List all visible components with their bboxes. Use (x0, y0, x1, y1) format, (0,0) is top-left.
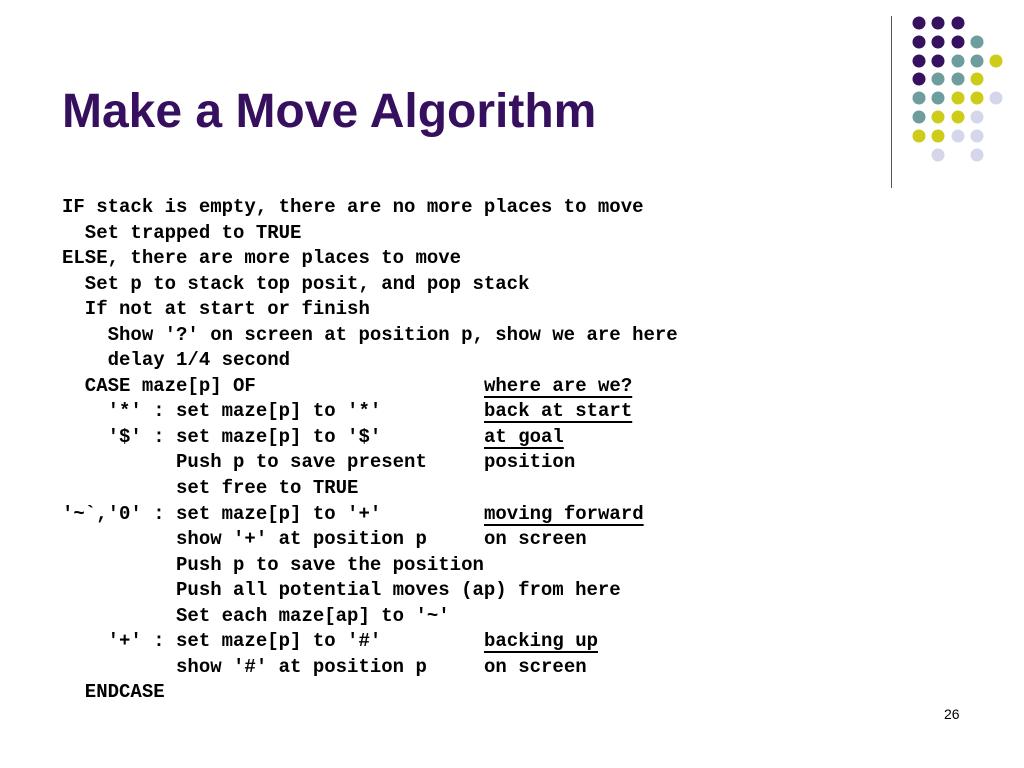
code-text: '*' : set maze[p] to '*' (62, 400, 382, 423)
code-line (62, 272, 678, 298)
code-line (62, 246, 678, 272)
page-number: 26 (944, 706, 960, 722)
code-text: show '+' at position p (62, 528, 427, 551)
code-text: ELSE, there are more places to move (62, 247, 462, 270)
decorative-dot (951, 92, 964, 105)
code-line (62, 553, 678, 579)
code-text: Set trapped to TRUE (62, 221, 302, 244)
decorative-dot (970, 73, 983, 86)
code-text: Push p to save the position (62, 553, 484, 576)
decorative-dot (932, 54, 945, 67)
code-comment: backing up (484, 630, 599, 653)
code-line (62, 348, 678, 374)
code-text: Set p to stack top posit, and pop stack (62, 272, 530, 295)
code-text: Set each maze[ap] to '~' (62, 604, 450, 627)
vertical-divider (891, 16, 892, 188)
code-line (62, 195, 678, 221)
code-line (62, 502, 678, 528)
code-text: IF stack is empty, there are no more places to move (62, 196, 644, 218)
decorative-dot (913, 111, 926, 124)
decorative-dot (970, 35, 983, 48)
code-line (62, 374, 678, 400)
decorative-dot (932, 92, 945, 105)
decorative-dot (913, 35, 926, 48)
code-text: '~`,'0' : set maze[p] to '+' (62, 502, 382, 525)
code-comment: back at start (484, 400, 633, 423)
code-line (62, 604, 678, 630)
decorative-dot (951, 54, 964, 67)
code-text: delay 1/4 second (62, 349, 291, 372)
code-line (62, 323, 678, 349)
code-text: Push all potential moves (ap) from here (62, 579, 621, 602)
code-line (62, 221, 678, 247)
decorative-dot (951, 73, 964, 86)
decorative-dot (932, 111, 945, 124)
decorative-dot (913, 73, 926, 86)
code-comment: on screen (484, 528, 587, 551)
code-line (62, 655, 678, 681)
code-comment: at goal (484, 425, 564, 448)
code-text: show '#' at position p (62, 655, 427, 678)
decorative-dot (970, 129, 983, 142)
code-line (62, 629, 678, 655)
code-text: Push p to save present (62, 451, 427, 474)
decorative-dot (932, 17, 945, 30)
code-text: CASE maze[p] OF (62, 374, 256, 397)
decorative-dot (932, 129, 945, 142)
decorative-dot (990, 92, 1003, 105)
code-comment: moving forward (484, 502, 644, 525)
code-line (62, 578, 678, 604)
decorative-dot (970, 148, 983, 161)
slide-title: Make a Move Algorithm (62, 85, 597, 138)
decorative-dot (932, 73, 945, 86)
decorative-dot (951, 111, 964, 124)
decorative-dot (970, 111, 983, 124)
code-text: '$' : set maze[p] to '$' (62, 425, 382, 448)
code-comment: position (484, 451, 576, 474)
decorative-dot (913, 54, 926, 67)
code-line (62, 450, 678, 476)
code-line (62, 399, 678, 425)
decorative-dot (990, 54, 1003, 67)
code-text: '+' : set maze[p] to '#' (62, 630, 382, 653)
decorative-dot (951, 35, 964, 48)
code-comment: where are we? (484, 374, 633, 397)
code-text: Show '?' on screen at position p, show we are here (62, 323, 678, 346)
code-line (62, 297, 678, 323)
code-text: If not at start or finish (62, 298, 370, 321)
decorative-dot (932, 148, 945, 161)
code-comment: on screen (484, 655, 587, 678)
code-line (62, 527, 678, 553)
decorative-dot (913, 17, 926, 30)
decorative-dot (913, 129, 926, 142)
pseudocode-block (62, 195, 678, 706)
decorative-dot (970, 54, 983, 67)
decorative-dot (913, 92, 926, 105)
code-line (62, 425, 678, 451)
code-line (62, 680, 678, 706)
code-text: ENDCASE (62, 681, 165, 704)
code-text: set free to TRUE (62, 477, 359, 500)
code-line (62, 476, 678, 502)
decorative-dot (951, 129, 964, 142)
decorative-dot (932, 35, 945, 48)
decorative-dot (951, 17, 964, 30)
decorative-dot (970, 92, 983, 105)
